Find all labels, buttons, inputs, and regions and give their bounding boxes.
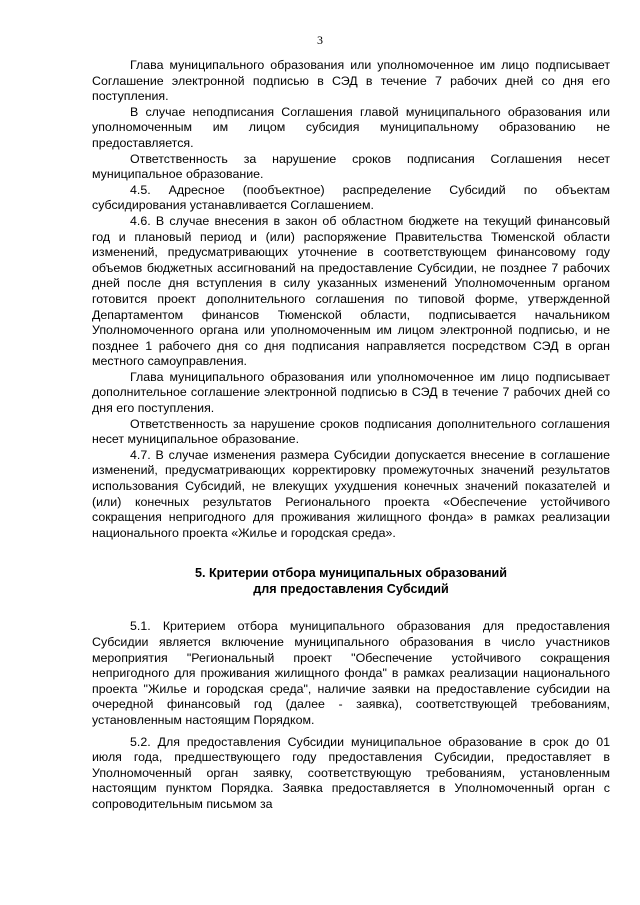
section-heading-line: 5. Критерии отбора муниципальных образований [194,566,508,581]
paragraph: Ответственность за нарушение сроков подписания Соглашения несет муниципальное образование. [92,151,610,182]
section-heading-line: для предоставления Субсидий [253,582,449,597]
section-heading [92,565,610,597]
page-number: 3 [317,33,323,47]
paragraph: 4.7. В случае изменения размера Субсидии допускается внесение в соглашение изменений, предусматривающих корректировку промежуточных значений результатов использования Субсидий, не влекущих ухудшения конечных значений показателей и (или) конечных результатов Регионального проекта «Обеспечение устойчивого сокращения непригодного для проживания жилищного фонда» в рамках реализации национального проекта «Жилье и городская среда». [92,447,610,540]
paragraph: В случае неподписания Соглашения главой муниципального образования или уполномоченным им лицом субсидия муниципальному образованию не предоставляется. [92,104,610,150]
paragraph: 4.6. В случае внесения в закон об областном бюджете на текущий финансовый год и плановый период и (или) распоряжение Правительства Тюменской области изменений, предусматривающих уточнение в соответствующем финансовому году объемов бюджетных ассигнований на предоставление Субсидии, не позднее 7 рабочих дней после дня вступления в силу указанных изменений Уполномоченным органом готовится проект дополнительного соглашения по типовой форме, утвержденной Департаментом финансов Тюменской области, подписывается начальником Уполномоченного органа или уполномоченным им лицом электронной подписью, и не позднее 1 рабочего дня со дня подписания направляется посредством СЭД в орган местного самоуправления. [92,213,610,369]
paragraph: 4.5. Адресное (пообъектное) распределение Субсидий по объектам субсидирования устанавливается Соглашением. [92,182,610,213]
paragraph: 5.1. Критерием отбора муниципального образования для предоставления Субсидии является включение муниципального образования в число участников мероприятия "Региональный проект "Обеспечение устойчивого сокращения непригодного для проживания жилищного фонда" в рамках реализации национального проекта "Жилье и городская среда", наличие заявки на предоставление субсидии на очередной финансовый год (далее - заявка), соответствующей требованиям, установленным настоящим Порядком. [92,619,610,727]
paragraph: Глава муниципального образования или уполномоченное им лицо подписывает Соглашение электронной подписью в СЭД в течение 7 рабочих дней со дня его поступления. [92,58,610,104]
paragraph: Ответственность за нарушение сроков подписания дополнительного соглашения несет муниципальное образование. [92,416,610,447]
document-body [92,58,610,813]
paragraph: 5.2. Для предоставления Субсидии муниципальное образование в срок до 01 июля года, предшествующего году предоставления Субсидии, предоставляет в Уполномоченный орган заявку, соответствующую требованиям, установленным настоящим пунктом Порядка. Заявка предоставляется в Уполномоченный орган с сопроводительным письмом за [92,734,610,811]
paragraph: Глава муниципального образования или уполномоченное им лицо подписывает дополнительное соглашение электронной подписью в СЭД в течение 7 рабочих дней со дня его поступления. [92,369,610,416]
